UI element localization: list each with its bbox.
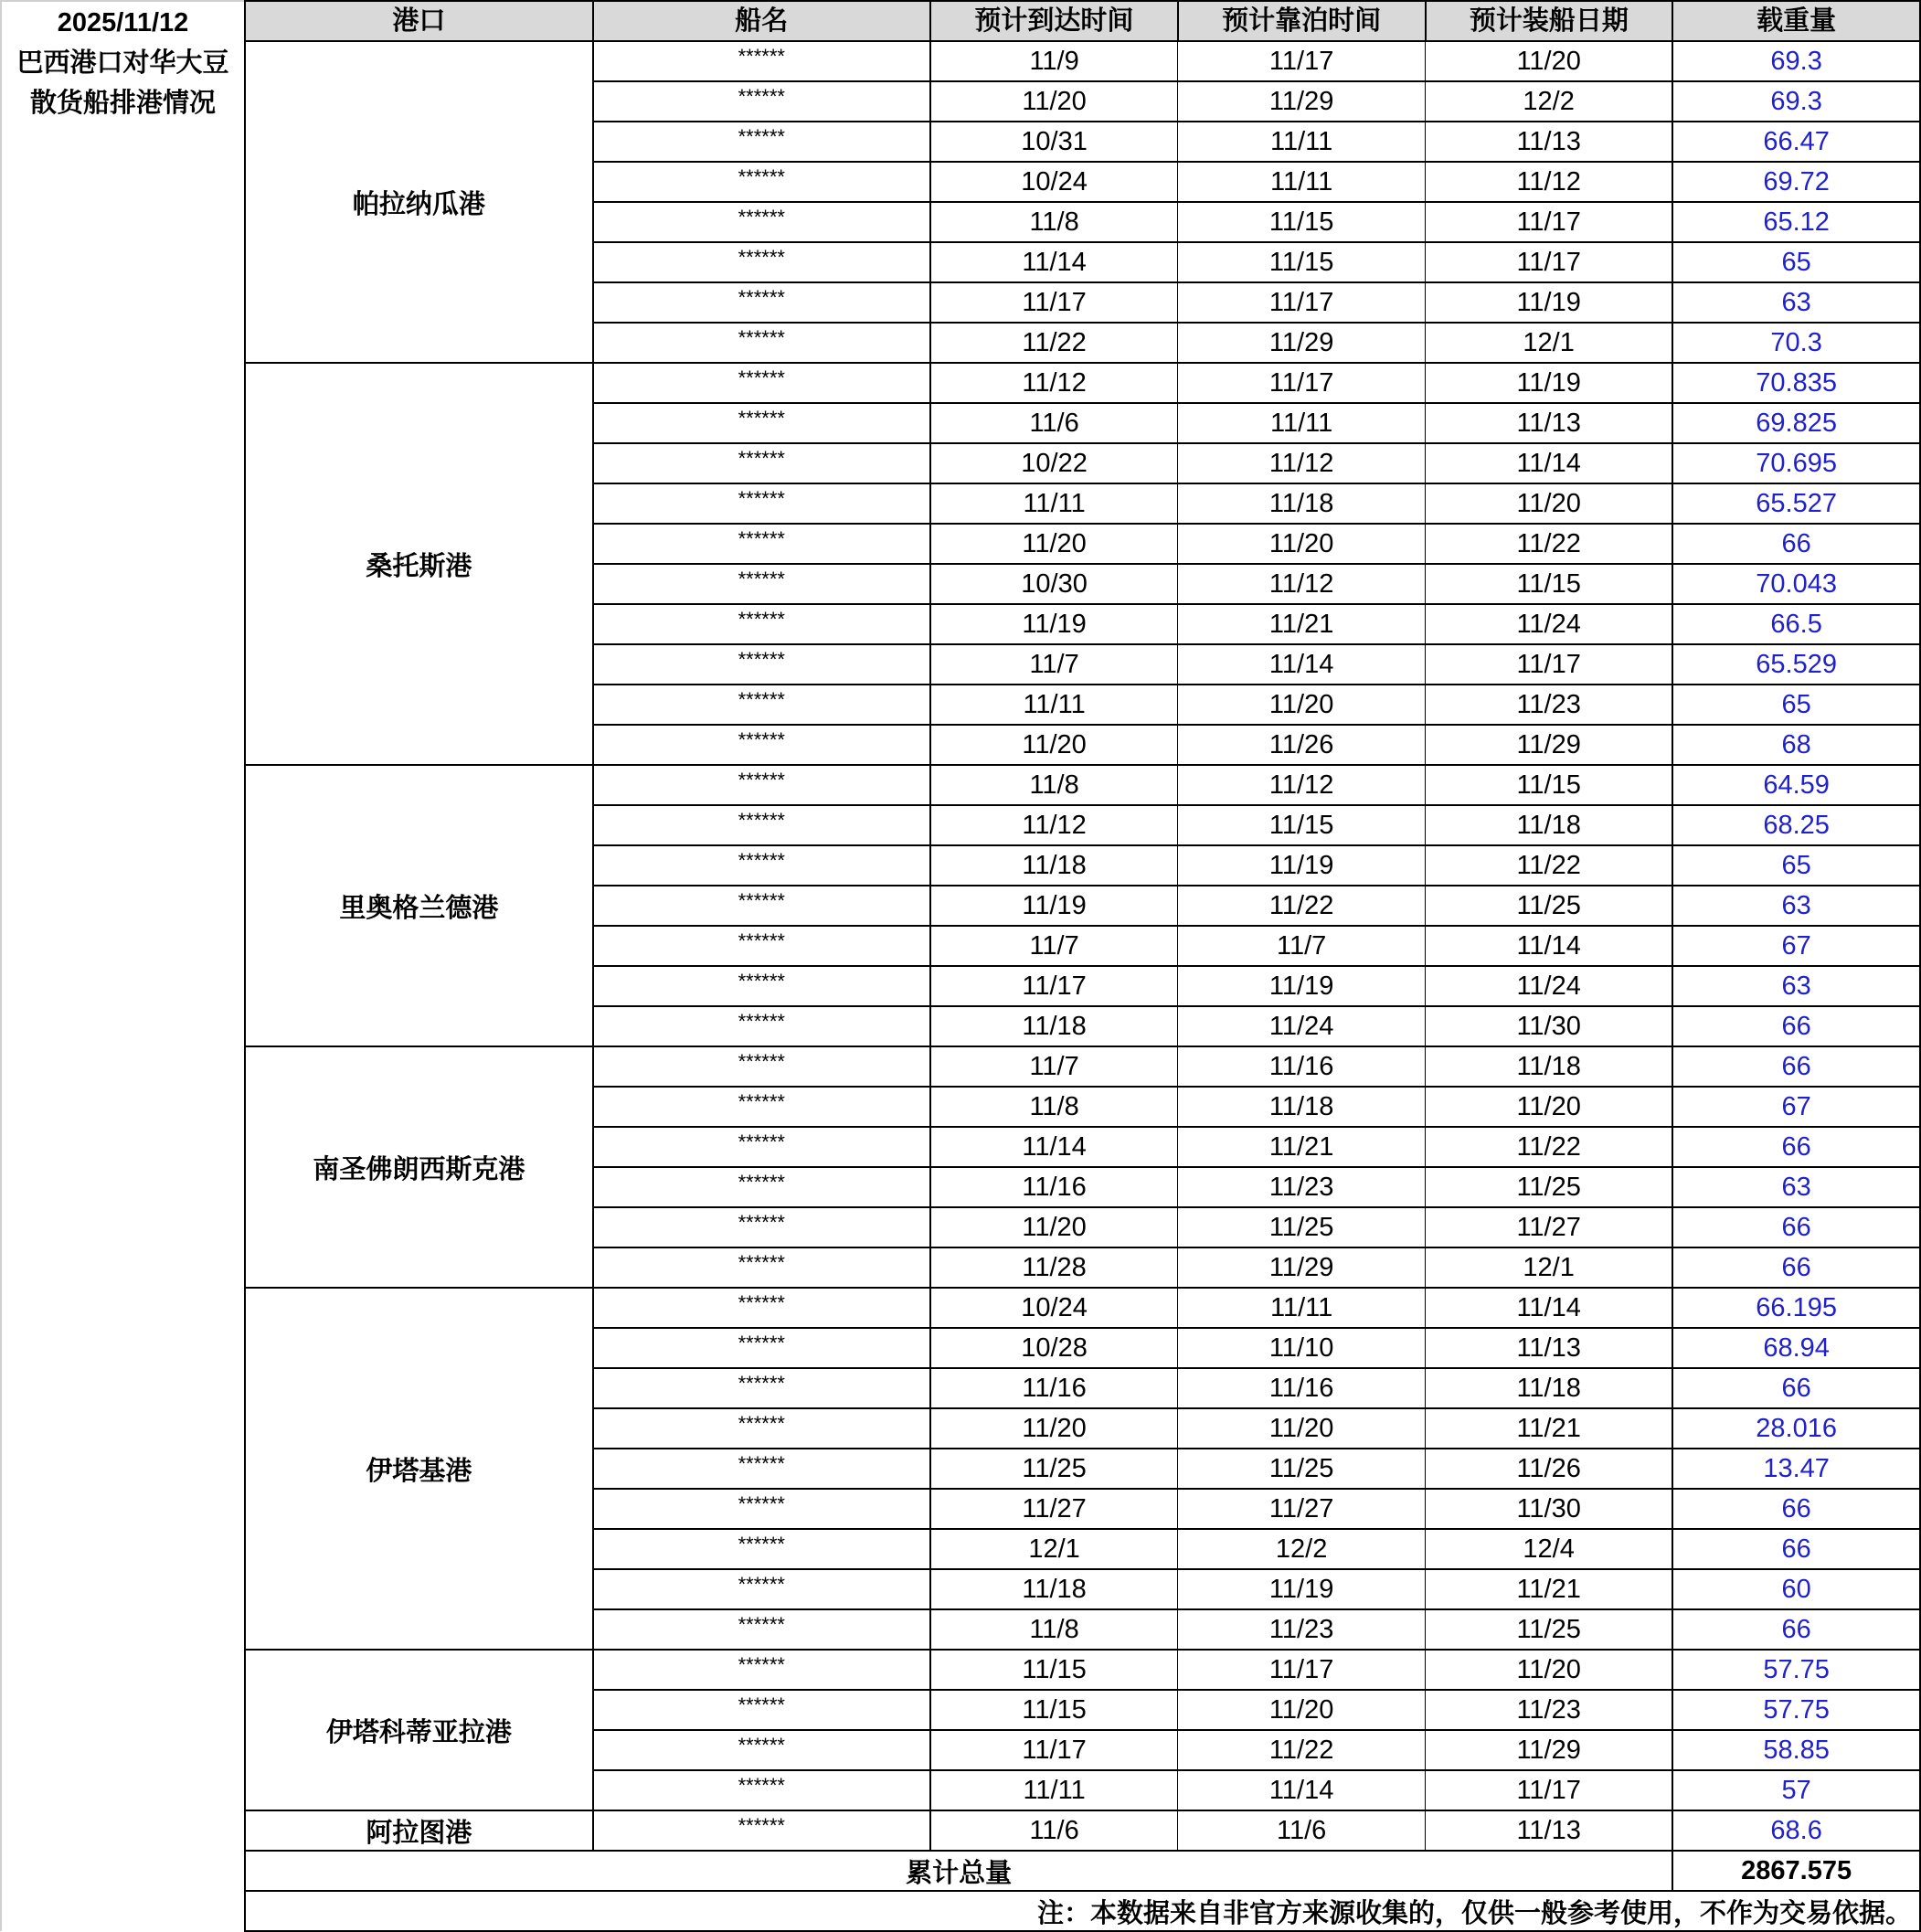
ship-name-cell[interactable]: ****** [593,1810,930,1851]
weight-cell[interactable]: 63 [1672,282,1920,323]
table-row [245,765,1920,805]
loading-date-cell[interactable]: 11/22 [1426,524,1673,564]
loading-date-cell[interactable]: 11/22 [1426,845,1673,886]
weight-cell[interactable]: 57.75 [1672,1650,1920,1690]
note-row [245,1891,1920,1931]
ship-name-cell[interactable]: ****** [593,1046,930,1087]
loading-date-cell[interactable]: 11/20 [1426,41,1673,81]
ship-name-cell[interactable]: ****** [593,805,930,845]
ship-name-cell[interactable]: ****** [593,1328,930,1368]
loading-date-cell[interactable]: 11/29 [1426,1730,1673,1770]
eta-cell[interactable]: 12/1 [930,1529,1178,1569]
eta-cell[interactable]: 11/6 [930,403,1178,443]
eta-cell[interactable]: 11/12 [930,363,1178,403]
loading-date-cell[interactable]: 11/12 [1426,162,1673,202]
eta-cell[interactable]: 10/22 [930,443,1178,483]
berth-time-cell[interactable]: 11/14 [1178,1770,1426,1810]
weight-cell[interactable]: 65 [1672,685,1920,725]
loading-date-cell[interactable]: 11/25 [1426,1609,1673,1650]
eta-cell[interactable]: 11/20 [930,725,1178,765]
weight-cell[interactable]: 13.47 [1672,1449,1920,1489]
eta-cell[interactable]: 11/18 [930,845,1178,886]
ship-name-cell[interactable]: ****** [593,1529,930,1569]
berth-time-cell[interactable]: 11/23 [1178,1609,1426,1650]
eta-cell[interactable]: 11/11 [930,1770,1178,1810]
loading-date-cell[interactable]: 11/27 [1426,1207,1673,1247]
weight-cell[interactable]: 70.043 [1672,564,1920,604]
loading-date-cell[interactable]: 11/18 [1426,1046,1673,1087]
ship-name-cell[interactable]: ****** [593,483,930,524]
eta-cell[interactable]: 11/12 [930,805,1178,845]
weight-cell[interactable]: 66 [1672,1609,1920,1650]
eta-cell[interactable]: 10/24 [930,162,1178,202]
weight-cell[interactable]: 63 [1672,886,1920,926]
berth-time-cell[interactable]: 11/20 [1178,685,1426,725]
ship-name-cell[interactable]: ****** [593,564,930,604]
weight-cell[interactable]: 66.5 [1672,604,1920,644]
eta-cell[interactable]: 11/11 [930,685,1178,725]
berth-time-cell[interactable]: 11/6 [1178,1810,1426,1851]
table-row [245,1810,1920,1851]
weight-cell[interactable]: 69.825 [1672,403,1920,443]
berth-time-cell[interactable]: 11/23 [1178,1167,1426,1207]
ship-name-cell[interactable]: ****** [593,1690,930,1730]
berth-time-cell[interactable]: 11/15 [1178,805,1426,845]
ship-name-cell[interactable]: ****** [593,886,930,926]
total-value[interactable]: 2867.575 [1672,1851,1920,1891]
berth-time-cell[interactable]: 11/12 [1178,564,1426,604]
ship-name-cell[interactable]: ****** [593,1288,930,1328]
ship-name-cell[interactable]: ****** [593,323,930,363]
berth-time-cell[interactable]: 11/16 [1178,1046,1426,1087]
loading-date-cell[interactable]: 11/13 [1426,403,1673,443]
table-row [245,1650,1920,1690]
ship-name-cell[interactable]: ****** [593,524,930,564]
loading-date-cell[interactable]: 11/15 [1426,564,1673,604]
eta-cell[interactable]: 11/8 [930,765,1178,805]
weight-cell[interactable]: 57 [1672,1770,1920,1810]
loading-date-cell[interactable]: 11/18 [1426,1368,1673,1408]
ship-name-cell[interactable]: ****** [593,765,930,805]
berth-time-cell[interactable]: 11/18 [1178,483,1426,524]
ship-name-cell[interactable]: ****** [593,1770,930,1810]
loading-date-cell[interactable]: 11/14 [1426,926,1673,966]
eta-cell[interactable]: 10/30 [930,564,1178,604]
weight-cell[interactable]: 65.529 [1672,644,1920,685]
berth-time-cell[interactable]: 11/22 [1178,1730,1426,1770]
berth-time-cell[interactable]: 11/15 [1178,202,1426,242]
weight-cell[interactable]: 66 [1672,1207,1920,1247]
berth-time-cell[interactable]: 11/11 [1178,403,1426,443]
disclaimer-note[interactable]: 注：本数据来自非官方来源收集的，仅供一般参考使用，不作为交易依据。 [245,1891,1920,1931]
loading-date-cell[interactable]: 11/23 [1426,685,1673,725]
loading-date-cell[interactable]: 12/1 [1426,323,1673,363]
loading-date-cell[interactable]: 11/18 [1426,805,1673,845]
eta-cell[interactable]: 11/19 [930,604,1178,644]
ship-name-cell[interactable]: ****** [593,1368,930,1408]
berth-time-cell[interactable]: 11/17 [1178,1650,1426,1690]
berth-time-cell[interactable]: 11/12 [1178,443,1426,483]
ship-name-cell[interactable]: ****** [593,1650,930,1690]
weight-cell[interactable]: 66 [1672,1006,1920,1046]
berth-time-cell[interactable]: 11/25 [1178,1449,1426,1489]
eta-cell[interactable]: 11/14 [930,242,1178,282]
title-panel [0,0,244,1931]
berth-time-cell[interactable]: 11/20 [1178,1408,1426,1449]
weight-cell[interactable]: 65 [1672,242,1920,282]
loading-date-cell[interactable]: 11/24 [1426,604,1673,644]
loading-date-cell[interactable]: 11/14 [1426,1288,1673,1328]
loading-date-cell[interactable]: 11/22 [1426,1127,1673,1167]
weight-cell[interactable]: 65.12 [1672,202,1920,242]
loading-date-cell[interactable]: 11/13 [1426,1328,1673,1368]
loading-date-cell[interactable]: 11/17 [1426,644,1673,685]
ship-name-cell[interactable]: ****** [593,1408,930,1449]
eta-cell[interactable]: 10/28 [930,1328,1178,1368]
weight-cell[interactable]: 69.72 [1672,162,1920,202]
ship-name-cell[interactable]: ****** [593,1609,930,1650]
table-row [245,1046,1920,1087]
berth-time-cell[interactable]: 11/7 [1178,926,1426,966]
port-name-cell[interactable]: 南圣佛朗西斯克港 [245,1046,593,1288]
ship-name-cell[interactable]: ****** [593,41,930,81]
weight-cell[interactable]: 70.835 [1672,363,1920,403]
loading-date-cell[interactable]: 12/1 [1426,1247,1673,1288]
port-name-cell[interactable]: 阿拉图港 [245,1810,593,1851]
table-row [245,41,1920,81]
berth-time-cell[interactable]: 11/14 [1178,644,1426,685]
ship-name-cell[interactable]: ****** [593,845,930,886]
berth-time-cell[interactable]: 11/17 [1178,363,1426,403]
berth-time-cell[interactable]: 11/17 [1178,282,1426,323]
ship-name-cell[interactable]: ****** [593,644,930,685]
weight-cell[interactable]: 66 [1672,524,1920,564]
weight-cell[interactable]: 70.695 [1672,443,1920,483]
weight-cell[interactable]: 68.6 [1672,1810,1920,1851]
report-title-line-2: 散货船排港情况 [29,89,216,118]
eta-cell[interactable]: 11/25 [930,1449,1178,1489]
eta-cell[interactable]: 11/18 [930,1569,1178,1609]
loading-date-cell[interactable]: 11/17 [1426,1770,1673,1810]
eta-cell[interactable]: 11/16 [930,1368,1178,1408]
berth-time-cell[interactable]: 11/21 [1178,1127,1426,1167]
ship-name-cell[interactable]: ****** [593,1247,930,1288]
weight-cell[interactable]: 66 [1672,1046,1920,1087]
ship-name-cell[interactable]: ****** [593,1730,930,1770]
ship-name-cell[interactable]: ****** [593,966,930,1006]
berth-time-cell[interactable]: 11/29 [1178,323,1426,363]
port-name-cell[interactable]: 里奥格兰德港 [245,765,593,1046]
loading-date-cell[interactable]: 11/19 [1426,363,1673,403]
ship-name-cell[interactable]: ****** [593,162,930,202]
berth-time-cell[interactable]: 11/27 [1178,1489,1426,1529]
berth-time-cell[interactable]: 11/11 [1178,1288,1426,1328]
loading-date-cell[interactable]: 12/2 [1426,81,1673,122]
eta-cell[interactable]: 11/7 [930,644,1178,685]
eta-cell[interactable]: 11/16 [930,1167,1178,1207]
berth-time-cell[interactable]: 11/22 [1178,886,1426,926]
report-title-line-1: 巴西港口对华大豆 [16,48,229,78]
loading-date-cell[interactable]: 11/17 [1426,202,1673,242]
ship-name-cell[interactable]: ****** [593,282,930,323]
weight-cell[interactable]: 63 [1672,966,1920,1006]
weight-cell[interactable]: 66 [1672,1489,1920,1529]
loading-date-cell[interactable]: 11/21 [1426,1569,1673,1609]
weight-cell[interactable]: 68 [1672,725,1920,765]
ship-name-cell[interactable]: ****** [593,725,930,765]
total-row [245,1851,1920,1891]
eta-cell[interactable]: 11/17 [930,966,1178,1006]
berth-time-cell[interactable]: 11/18 [1178,1087,1426,1127]
ship-name-cell[interactable]: ****** [593,604,930,644]
berth-time-cell[interactable]: 11/26 [1178,725,1426,765]
berth-time-cell[interactable]: 11/11 [1178,162,1426,202]
eta-cell[interactable]: 11/6 [930,1810,1178,1851]
weight-cell[interactable]: 58.85 [1672,1730,1920,1770]
eta-cell[interactable]: 11/19 [930,886,1178,926]
weight-cell[interactable]: 69.3 [1672,41,1920,81]
port-name-cell[interactable]: 伊塔基港 [245,1288,593,1650]
eta-cell[interactable]: 11/11 [930,483,1178,524]
eta-cell[interactable]: 11/8 [930,1609,1178,1650]
column-header-loading[interactable]: 预计装船日期 [1426,1,1673,41]
eta-cell[interactable]: 11/8 [930,1087,1178,1127]
eta-cell[interactable]: 11/8 [930,202,1178,242]
ship-name-cell[interactable]: ****** [593,1127,930,1167]
berth-time-cell[interactable]: 11/19 [1178,1569,1426,1609]
loading-date-cell[interactable]: 11/20 [1426,1087,1673,1127]
eta-cell[interactable]: 11/9 [930,41,1178,81]
weight-cell[interactable]: 69.3 [1672,81,1920,122]
weight-cell[interactable]: 66 [1672,1529,1920,1569]
eta-cell[interactable]: 11/17 [930,1730,1178,1770]
weight-cell[interactable]: 57.75 [1672,1690,1920,1730]
loading-date-cell[interactable]: 11/21 [1426,1408,1673,1449]
ship-name-cell[interactable]: ****** [593,81,930,122]
eta-cell[interactable]: 11/17 [930,282,1178,323]
weight-cell[interactable]: 63 [1672,1167,1920,1207]
weight-cell[interactable]: 60 [1672,1569,1920,1609]
ship-name-cell[interactable]: ****** [593,1449,930,1489]
eta-cell[interactable]: 11/20 [930,1207,1178,1247]
berth-time-cell[interactable]: 11/12 [1178,765,1426,805]
loading-date-cell[interactable]: 11/20 [1426,1650,1673,1690]
berth-time-cell[interactable]: 11/21 [1178,604,1426,644]
weight-cell[interactable]: 67 [1672,926,1920,966]
eta-cell[interactable]: 11/20 [930,1408,1178,1449]
column-header-port[interactable]: 港口 [245,1,593,41]
ship-name-cell[interactable]: ****** [593,1006,930,1046]
ship-name-cell[interactable]: ****** [593,1569,930,1609]
eta-cell[interactable]: 11/27 [930,1489,1178,1529]
loading-date-cell[interactable]: 11/17 [1426,242,1673,282]
ship-name-cell[interactable]: ****** [593,685,930,725]
port-name-cell[interactable]: 帕拉纳瓜港 [245,41,593,363]
eta-cell[interactable]: 11/18 [930,1006,1178,1046]
berth-time-cell[interactable]: 12/2 [1178,1529,1426,1569]
eta-cell[interactable]: 11/7 [930,1046,1178,1087]
loading-date-cell[interactable]: 11/25 [1426,886,1673,926]
ship-name-cell[interactable]: ****** [593,403,930,443]
ship-name-cell[interactable]: ****** [593,1207,930,1247]
loading-date-cell[interactable]: 11/24 [1426,966,1673,1006]
total-label[interactable]: 累计总量 [245,1851,1672,1891]
loading-date-cell[interactable]: 12/4 [1426,1529,1673,1569]
eta-cell[interactable]: 11/14 [930,1127,1178,1167]
eta-cell[interactable]: 11/15 [930,1650,1178,1690]
berth-time-cell[interactable]: 11/17 [1178,41,1426,81]
berth-time-cell[interactable]: 11/29 [1178,1247,1426,1288]
eta-cell[interactable]: 11/7 [930,926,1178,966]
loading-date-cell[interactable]: 11/15 [1426,765,1673,805]
weight-cell[interactable]: 28.016 [1672,1408,1920,1449]
column-header-ship[interactable]: 船名 [593,1,930,41]
eta-cell[interactable]: 11/20 [930,81,1178,122]
loading-date-cell[interactable]: 11/19 [1426,282,1673,323]
eta-cell[interactable]: 11/20 [930,524,1178,564]
ship-name-cell[interactable]: ****** [593,926,930,966]
loading-date-cell[interactable]: 11/23 [1426,1690,1673,1730]
column-header-weight[interactable]: 载重量 [1672,1,1920,41]
loading-date-cell[interactable]: 11/30 [1426,1489,1673,1529]
eta-cell[interactable]: 10/24 [930,1288,1178,1328]
berth-time-cell[interactable]: 11/19 [1178,845,1426,886]
eta-cell[interactable]: 11/22 [930,323,1178,363]
column-header-eta[interactable]: 预计到达时间 [930,1,1178,41]
berth-time-cell[interactable]: 11/16 [1178,1368,1426,1408]
weight-cell[interactable]: 66.47 [1672,122,1920,162]
weight-cell[interactable]: 65.527 [1672,483,1920,524]
berth-time-cell[interactable]: 11/24 [1178,1006,1426,1046]
port-name-cell[interactable]: 伊塔科蒂亚拉港 [245,1650,593,1810]
header-row [245,1,1920,41]
ship-name-cell[interactable]: ****** [593,122,930,162]
report-date: 2025/11/12 [57,8,189,37]
table-body [245,41,1920,1851]
weight-cell[interactable]: 66 [1672,1127,1920,1167]
ship-name-cell[interactable]: ****** [593,443,930,483]
berth-time-cell[interactable]: 11/19 [1178,966,1426,1006]
eta-cell[interactable]: 11/15 [930,1690,1178,1730]
ship-name-cell[interactable]: ****** [593,363,930,403]
table-row [245,1288,1920,1328]
ship-name-cell[interactable]: ****** [593,1489,930,1529]
berth-time-cell[interactable]: 11/15 [1178,242,1426,282]
loading-date-cell[interactable]: 11/29 [1426,725,1673,765]
weight-cell[interactable]: 66 [1672,1368,1920,1408]
ship-name-cell[interactable]: ****** [593,242,930,282]
loading-date-cell[interactable]: 11/14 [1426,443,1673,483]
berth-time-cell[interactable]: 11/20 [1178,1690,1426,1730]
weight-cell[interactable]: 68.94 [1672,1328,1920,1368]
weight-cell[interactable]: 70.3 [1672,323,1920,363]
weight-cell[interactable]: 67 [1672,1087,1920,1127]
loading-date-cell[interactable]: 11/30 [1426,1006,1673,1046]
loading-date-cell[interactable]: 11/20 [1426,483,1673,524]
ship-name-cell[interactable]: ****** [593,202,930,242]
port-name-cell[interactable]: 桑托斯港 [245,363,593,765]
ship-name-cell[interactable]: ****** [593,1167,930,1207]
weight-cell[interactable]: 66.195 [1672,1288,1920,1328]
berth-time-cell[interactable]: 11/10 [1178,1328,1426,1368]
weight-cell[interactable]: 66 [1672,1247,1920,1288]
eta-cell[interactable]: 10/31 [930,122,1178,162]
vessel-lineup-table [244,0,1921,1932]
table-row [245,363,1920,403]
berth-time-cell[interactable]: 11/20 [1178,524,1426,564]
eta-cell[interactable]: 11/28 [930,1247,1178,1288]
weight-cell[interactable]: 64.59 [1672,765,1920,805]
weight-cell[interactable]: 65 [1672,845,1920,886]
ship-name-cell[interactable]: ****** [593,1087,930,1127]
loading-date-cell[interactable]: 11/25 [1426,1167,1673,1207]
weight-cell[interactable]: 68.25 [1672,805,1920,845]
column-header-berth[interactable]: 预计靠泊时间 [1178,1,1426,41]
berth-time-cell[interactable]: 11/29 [1178,81,1426,122]
loading-date-cell[interactable]: 11/26 [1426,1449,1673,1489]
loading-date-cell[interactable]: 11/13 [1426,122,1673,162]
berth-time-cell[interactable]: 11/11 [1178,122,1426,162]
berth-time-cell[interactable]: 11/25 [1178,1207,1426,1247]
loading-date-cell[interactable]: 11/13 [1426,1810,1673,1851]
